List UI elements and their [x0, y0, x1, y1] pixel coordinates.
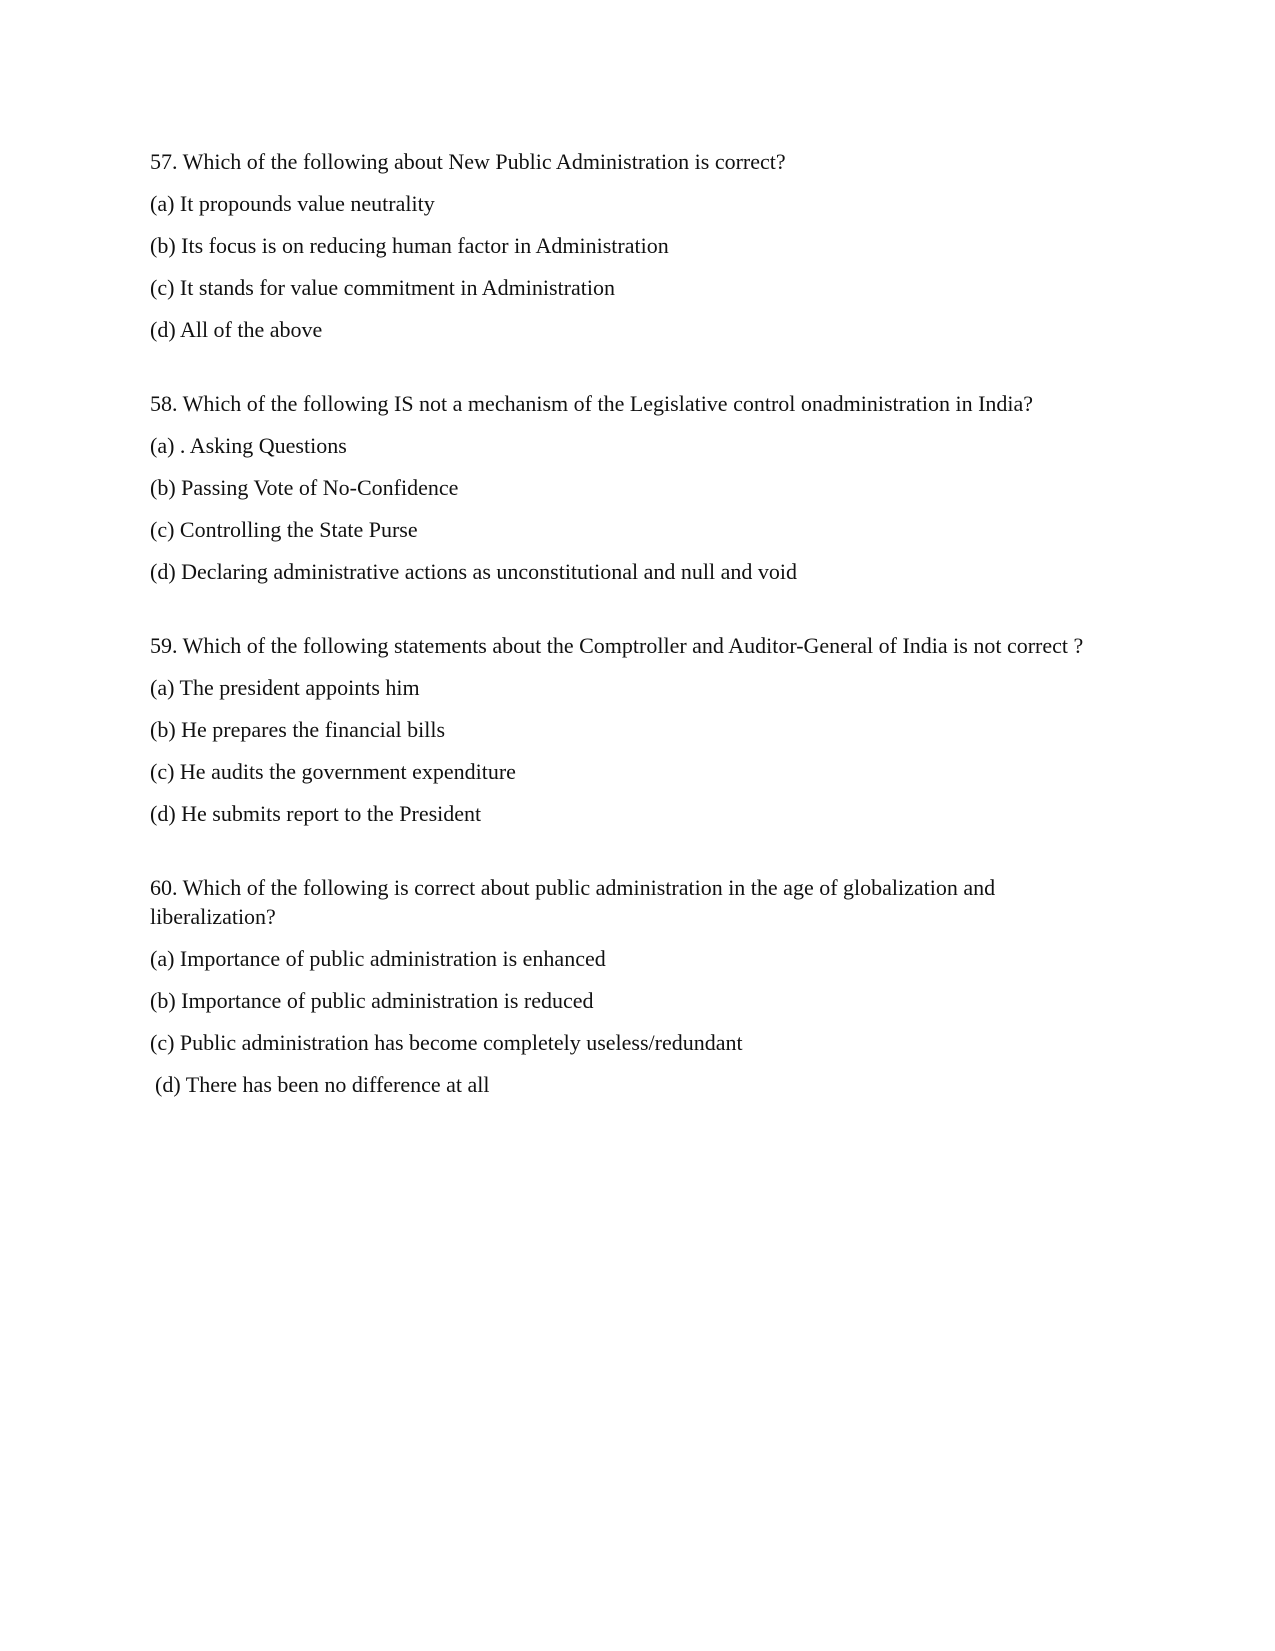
question-60	[150, 873, 1230, 1099]
option-a: (a) It propounds value neutrality	[150, 191, 435, 216]
question-58	[150, 389, 1230, 586]
option-d: (d) All of the above	[150, 317, 323, 342]
question-text: 58. Which of the following IS not a mechanism of the Legislative control onadministration in India?	[150, 391, 1034, 416]
document-page	[150, 147, 1230, 1144]
option-c: (c) Public administration has become completely useless/redundant	[150, 1030, 743, 1055]
option-c: (c) He audits the government expenditure	[150, 759, 516, 784]
option-a: (a) The president appoints him	[150, 675, 420, 700]
option-b: (b) Importance of public administration is reduced	[150, 988, 594, 1013]
question-59	[150, 631, 1230, 828]
question-text: 60. Which of the following is correct about public administration in the age of globalization and liberalization?	[150, 875, 996, 929]
option-b: (b) Passing Vote of No-Confidence	[150, 475, 459, 500]
option-c: (c) It stands for value commitment in Administration	[150, 275, 615, 300]
option-c: (c) Controlling the State Purse	[150, 517, 418, 542]
option-d: (d) Declaring administrative actions as unconstitutional and null and void	[150, 559, 798, 584]
option-a: (a) Importance of public administration is enhanced	[150, 946, 606, 971]
option-b: (b) Its focus is on reducing human factor in Administration	[150, 233, 669, 258]
question-text: 59. Which of the following statements about the Comptroller and Auditor-General of India is not correct ?	[150, 633, 1084, 658]
option-d: (d) There has been no difference at all	[155, 1072, 490, 1097]
option-d: (d) He submits report to the President	[150, 801, 482, 826]
option-b: (b) He prepares the financial bills	[150, 717, 446, 742]
option-a: (a) . Asking Questions	[150, 433, 347, 458]
question-text: 57. Which of the following about New Public Administration is correct?	[150, 149, 786, 174]
question-57	[150, 147, 1230, 344]
